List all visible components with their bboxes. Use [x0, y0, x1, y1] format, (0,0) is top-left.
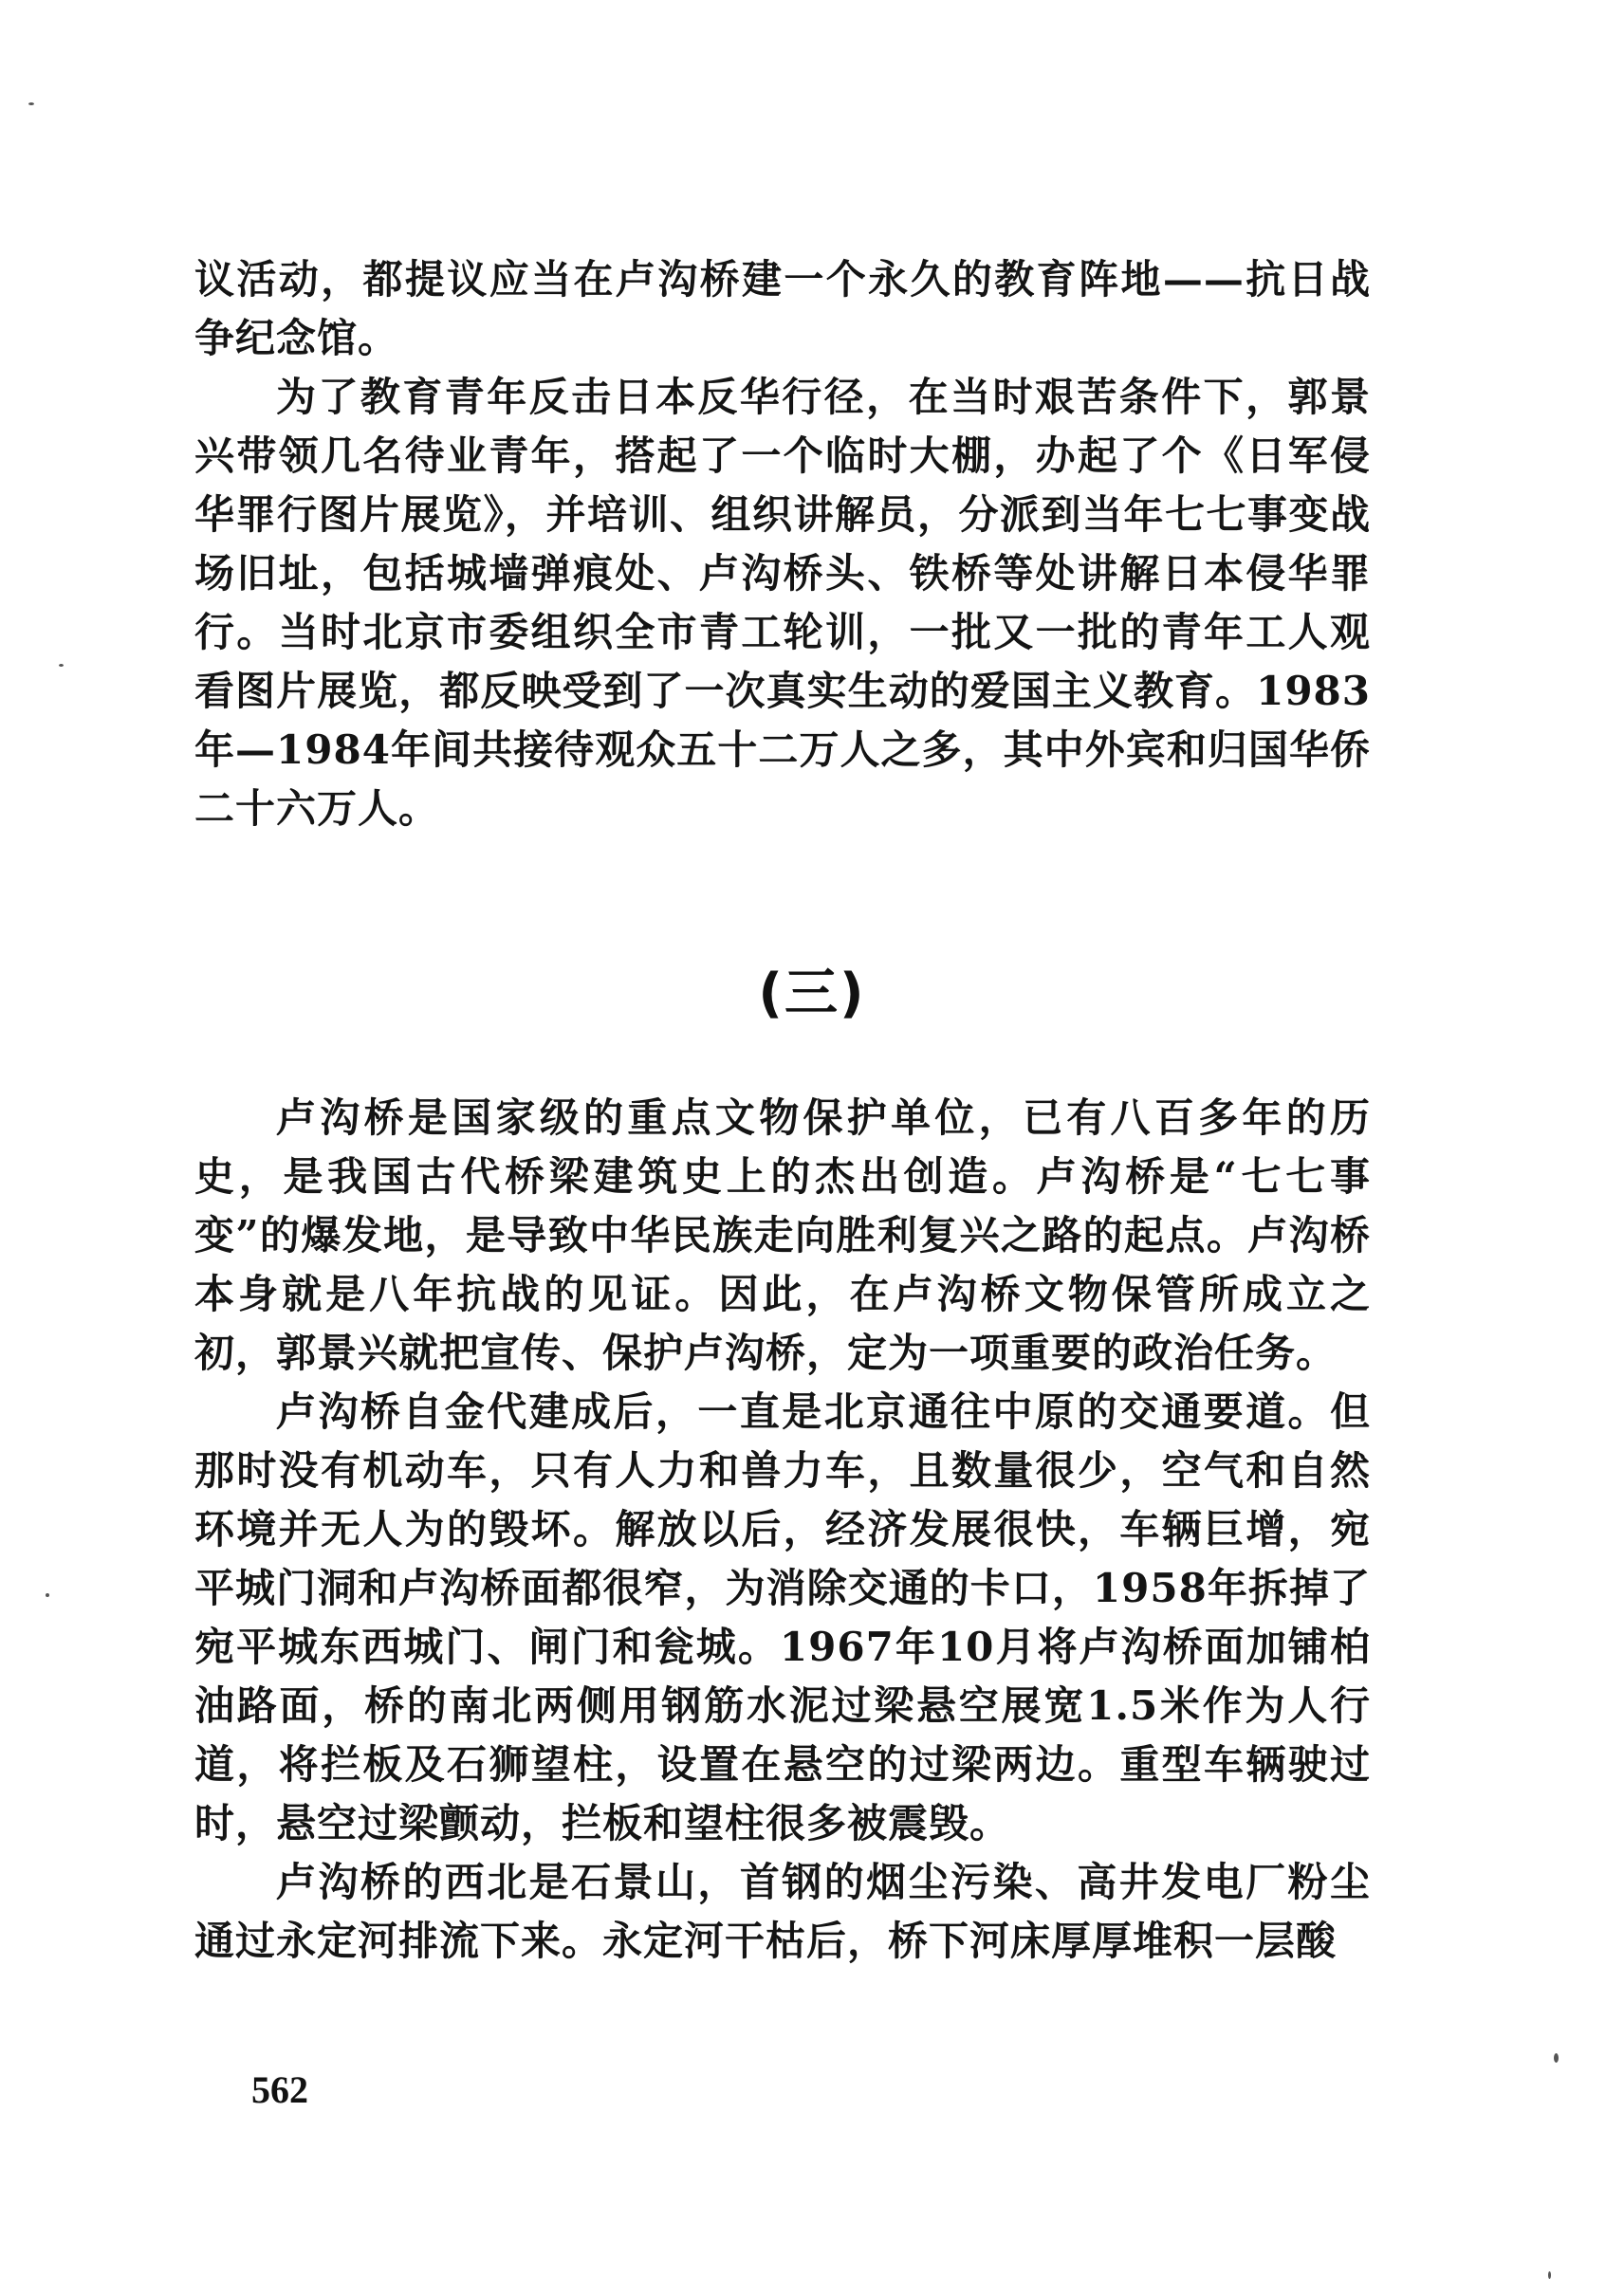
scan-speck	[46, 1593, 49, 1597]
scan-speck	[1554, 2053, 1559, 2063]
scan-speck	[59, 664, 64, 667]
scan-speck	[28, 102, 34, 105]
paragraph: 议活动，都提议应当在卢沟桥建一个永久的教育阵地——抗日战争纪念馆。	[194, 256, 1371, 361]
paragraph: 卢沟桥是国家级的重点文物保护单位，已有八百多年的历史，是我国古代桥梁建筑史上的杰出创造。卢沟桥是“七七事变”的爆发地，是导致中华民族走向胜利复兴之路的起点。卢沟桥本身就是八年抗战的见证。因此，在卢沟桥文物保管所成立之初，郭景兴就把宣传、保护卢沟桥，定为一项重要的政治任务。	[194, 1094, 1371, 1376]
paragraph: 为了教育青年反击日本反华行径，在当时艰苦条件下，郭景兴带领几名待业青年，搭起了一个临时大棚，办起了个《日军侵华罪行图片展览》，并培训、组织讲解员，分派到当年七七事变战场旧址，包括城墙弹痕处、卢沟桥头、铁桥等处讲解日本侵华罪行。当时北京市委组织全市青工轮训，一批又一批的青年工人观看图片展览，都反映受到了一次真实生动的爱国主义教育。1983年—1984年间共接待观众五十二万人之多，其中外宾和归国华侨二十六万人。	[194, 374, 1371, 832]
scan-speck	[1548, 2271, 1551, 2279]
page-number: 562	[251, 2068, 308, 2111]
paragraph: 卢沟桥的西北是石景山，首钢的烟尘污染、高井发电厂粉尘通过永定河排流下来。永定河干枯后，桥下河床厚厚堆积一层酸	[194, 1859, 1371, 1964]
text-block-bottom	[194, 1089, 1371, 1971]
text-block-top	[194, 250, 1371, 838]
section-heading: (三)	[758, 963, 866, 1024]
paragraph: 卢沟桥自金代建成后，一直是北京通往中原的交通要道。但那时没有机动车，只有人力和兽力车，且数量很少，空气和自然环境并无人为的毁坏。解放以后，经济发展很快，车辆巨增，宛平城门洞和卢沟桥面都很窄，为消除交通的卡口，1958年拆掉了宛平城东西城门、闸门和瓮城。1967年10月将卢沟桥面加铺柏油路面，桥的南北两侧用钢筋水泥过梁悬空展宽1.5米作为人行道，将拦板及石狮望柱，设置在悬空的过梁两边。重型车辆驶过时，悬空过梁颤动，拦板和望柱很多被震毁。	[194, 1388, 1371, 1846]
